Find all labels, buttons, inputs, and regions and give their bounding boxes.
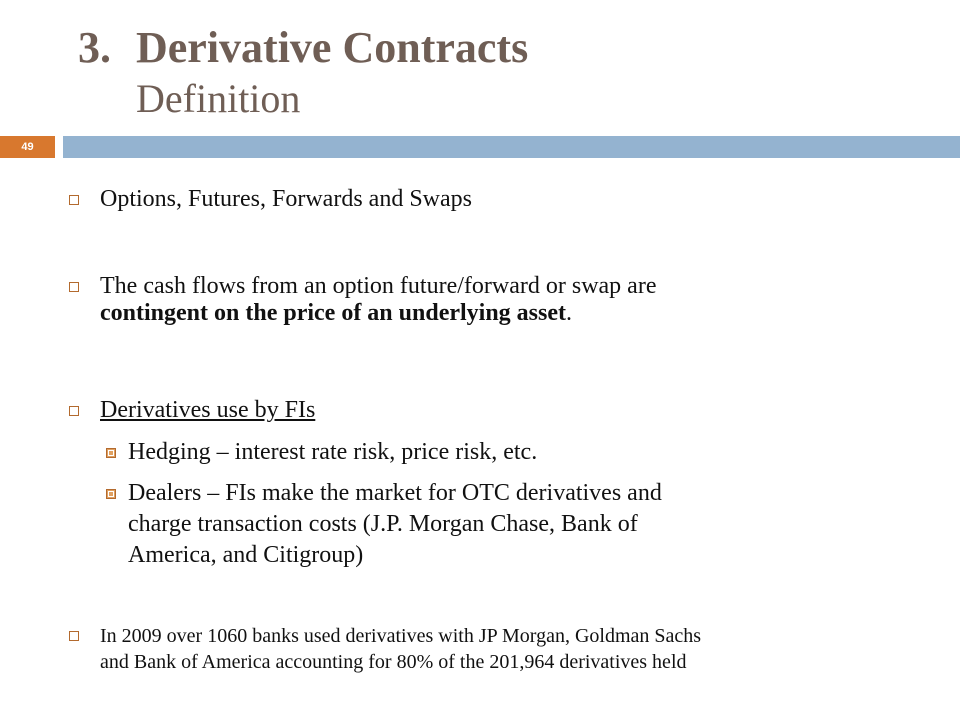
bullet-4-line-1: In 2009 over 1060 banks used derivatives with JP Morgan, Goldman Sachs: [100, 625, 702, 647]
bullet-2-line-2: [100, 300, 656, 327]
slide-number: 49: [0, 136, 55, 158]
bullet-1-text: Options, Futures, Forwards and Swaps: [100, 186, 472, 212]
sub-bullet-1-text: Hedging – interest rate risk, price risk, etc.: [128, 439, 538, 465]
sub-bullet-2-line-1: Dealers – FIs make the market for OTC derivatives and: [128, 480, 662, 506]
title-main-line: [78, 22, 528, 74]
bullet-2-text: [100, 273, 656, 327]
bullet-2-line-1: The cash flows from an option future/forward or swap are: [100, 273, 657, 299]
bullet-4-line-2: and Bank of America accounting for 80% of the 201,964 derivatives held: [100, 651, 687, 673]
bullet-3: [69, 397, 315, 424]
slide-title: [78, 22, 528, 124]
square-bullet-icon: [69, 406, 79, 416]
bullet-1: [69, 186, 472, 213]
sub-bullet-2-line-2: charge transaction costs (J.P. Morgan Chase, Bank of: [128, 511, 638, 537]
bullet-2-bold: contingent on the price of an underlying asset: [100, 300, 567, 326]
bullet-4-text: [100, 623, 701, 675]
title-number: 3.: [78, 23, 111, 72]
square-bullet-icon: [69, 282, 79, 292]
sub-bullet-2-line-3: America, and Citigroup): [128, 542, 364, 568]
filled-square-bullet-icon: [106, 489, 116, 499]
sub-bullet-2: [106, 478, 662, 571]
filled-square-bullet-icon: [106, 448, 116, 458]
bullet-4: [69, 623, 701, 675]
title-subtitle: Definition: [136, 76, 301, 121]
bullet-3-text: Derivatives use by FIs: [100, 397, 316, 423]
sub-bullet-1: [106, 437, 537, 468]
bullet-2-end: .: [566, 300, 573, 326]
sub-bullet-2-text: [128, 478, 662, 571]
square-bullet-icon: [69, 631, 79, 641]
header-bar: [63, 136, 960, 158]
bullet-2: [69, 273, 656, 327]
square-bullet-icon: [69, 195, 79, 205]
title-main: Derivative Contracts: [136, 23, 529, 72]
